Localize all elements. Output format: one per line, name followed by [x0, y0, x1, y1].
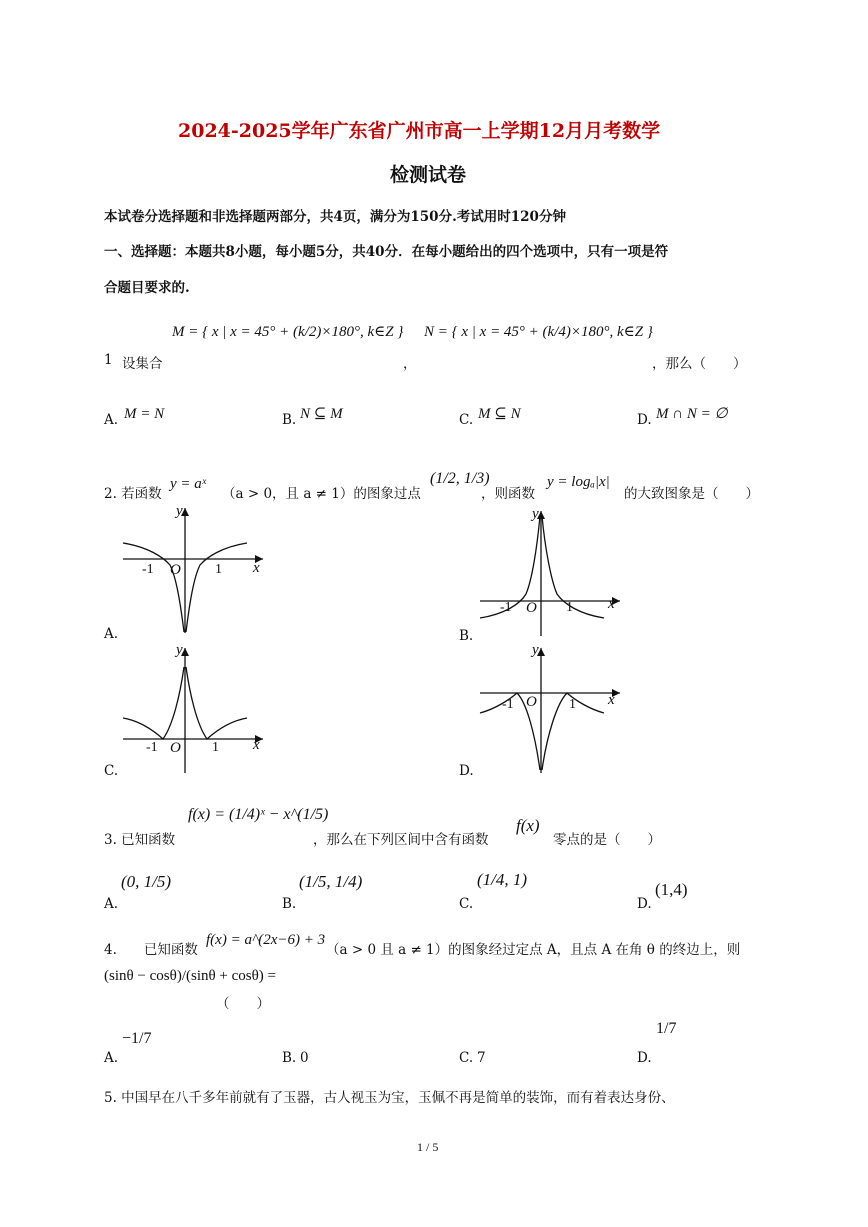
- q1-option-d-label: D.: [637, 412, 652, 428]
- q4-option-b: 0: [300, 1050, 309, 1066]
- q3-option-b-label: B.: [282, 896, 297, 912]
- q4-option-c-label: C.: [459, 1050, 474, 1066]
- q1-set-n: N = { x | x = 45° + (k/4)×180°, k∈Z }: [424, 324, 653, 340]
- q2-graph-c: [118, 645, 268, 775]
- graph-b-pos1: 1: [566, 600, 573, 615]
- q4-prefix: 4. 已知函数: [104, 942, 198, 958]
- q3-func: f(x) = (1/4)ˣ − x^(1/5): [188, 806, 329, 823]
- graph-c-pos1: 1: [212, 740, 219, 755]
- intro-text: 本试卷分选择题和非选择题两部分，共4页，满分为150分.考试用时120分钟: [104, 209, 566, 225]
- graph-c-neg1: -1: [146, 740, 158, 755]
- q4-option-c: 7: [477, 1050, 486, 1066]
- graph-d-pos1: 1: [569, 697, 576, 712]
- q1-option-a: M = N: [124, 406, 165, 422]
- q2-tail: 的大致图象是（ ）: [624, 486, 759, 502]
- q3-option-c: (1/4, 1): [477, 870, 528, 889]
- q3-mid: ，那么在下列区间中含有函数: [313, 832, 489, 848]
- q2-func: y = aˣ: [170, 476, 207, 492]
- q5-text: 5. 中国早在八千多年前就有了玉器，古人视玉为宝，玉佩不再是简单的装饰，而有着表达身份、: [104, 1090, 675, 1106]
- q3-option-a-label: A.: [104, 896, 119, 912]
- q4-func: f(x) = a^(2x−6) + 3: [206, 932, 326, 948]
- q2-func2: y = logₐ|x|: [547, 474, 610, 490]
- q4-option-a-label: A.: [104, 1050, 119, 1066]
- q1-option-b: N ⊆ M: [300, 406, 343, 422]
- q2-prefix: 2. 若函数: [104, 486, 162, 502]
- q2-condition: （a > 0，且 a ≠ 1）的图象过点: [222, 486, 421, 502]
- q1-option-c: M ⊆ N: [478, 406, 521, 422]
- graph-a-x-label: x: [253, 560, 260, 576]
- q1-option-c-label: C.: [459, 412, 474, 428]
- q1-lead: 设集合: [122, 356, 163, 372]
- q3-option-d-label: D.: [637, 896, 652, 912]
- q3-option-a: (0, 1/5): [121, 872, 172, 891]
- q3-fx: f(x): [516, 816, 540, 835]
- graph-b-y-label: y: [532, 506, 539, 522]
- q1-option-d: M ∩ N = ∅: [656, 406, 728, 422]
- q1-comma: ，: [403, 356, 417, 372]
- q4-option-d: 1/7: [656, 1020, 677, 1037]
- graph-d-y-label: y: [532, 642, 539, 658]
- q2-graph-a: [118, 505, 268, 635]
- graph-c-y-label: y: [176, 642, 183, 658]
- q3-prefix: 3. 已知函数: [104, 832, 176, 848]
- page-number: 1 / 5: [417, 1140, 439, 1154]
- section-heading-line2: 合题目要求的.: [104, 280, 190, 296]
- q3-option-b: (1/5, 1/4): [299, 872, 363, 891]
- graph-b-x-label: x: [608, 596, 615, 612]
- graph-d-neg1: -1: [502, 697, 514, 712]
- q2-graph-d: [475, 645, 625, 775]
- graph-a-y-label: y: [176, 503, 183, 519]
- graph-c-origin: O: [170, 740, 181, 756]
- graph-a-neg1: -1: [142, 562, 154, 577]
- q4-option-b-label: B.: [282, 1050, 297, 1066]
- page-title: 2024-2025学年广东省广州市高一上学期12月月考数学: [178, 120, 661, 142]
- q1-number: 1: [104, 352, 113, 368]
- q4-condition: （a > 0 且 a ≠ 1）的图象经过定点 A，且点 A 在角 θ 的终边上，则: [326, 942, 741, 958]
- graph-a-origin: O: [170, 562, 181, 578]
- q1-set-m: M = { x | x = 45° + (k/2)×180°, k∈Z }: [172, 324, 404, 340]
- q2-option-d-label: D.: [459, 763, 474, 779]
- q3-tail: 零点的是（ ）: [553, 832, 661, 848]
- q4-expression: (sinθ − cosθ)/(sinθ + cosθ) =: [104, 968, 277, 984]
- graph-a-pos1: 1: [215, 562, 222, 577]
- graph-b-origin: O: [526, 600, 537, 616]
- section-heading-line1: 一、选择题：本题共8小题，每小题5分，共40分．在每小题给出的四个选项中，只有一项是符: [104, 244, 669, 260]
- q1-tail: ，那么（ ）: [652, 356, 747, 372]
- graph-d-origin: O: [526, 694, 537, 710]
- graph-c-x-label: x: [253, 737, 260, 753]
- graph-b-neg1: -1: [500, 600, 512, 615]
- q2-point: (1/2, 1/3): [430, 470, 490, 487]
- q4-option-d-label: D.: [637, 1050, 652, 1066]
- q4-option-a: −1/7: [122, 1030, 152, 1047]
- q2-option-a-label: A.: [104, 626, 119, 642]
- q2-mid: ，则函数: [481, 486, 535, 502]
- q2-graph-b: [475, 508, 625, 638]
- q4-tail: （ ）: [216, 996, 270, 1012]
- graph-d-x-label: x: [608, 692, 615, 708]
- page-subtitle: 检测试卷: [390, 164, 467, 186]
- q1-option-a-label: A.: [104, 412, 119, 428]
- q3-option-c-label: C.: [459, 896, 474, 912]
- q2-option-b-label: B.: [459, 628, 474, 644]
- q1-option-b-label: B.: [282, 412, 297, 428]
- q3-option-d: (1,4): [655, 880, 688, 899]
- q2-option-c-label: C.: [104, 763, 119, 779]
